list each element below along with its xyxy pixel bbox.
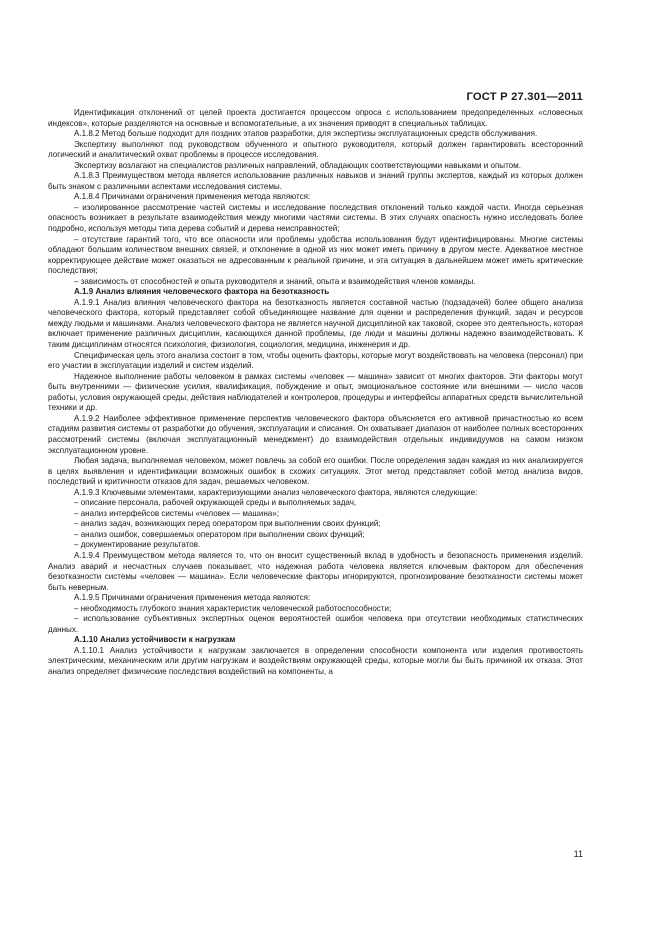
list-item: – анализ интерфейсов системы «человек — машина»;: [74, 508, 279, 518]
list-item: – документирование результатов.: [74, 540, 201, 550]
list-item: – анализ ошибок, совершаемых оператором при выполнении своих функций;: [74, 529, 365, 539]
paragraph: Специфическая цель этого анализа состоит в том, чтобы оценить факторы, которые могут воздействовать на человека (персонал) при его участии в эксплуатации изделий и систем изделий.: [48, 350, 583, 371]
paragraph: А.1.8.3 Преимуществом метода является использование различных навыков и знаний группы экспертов, каждый из которых должен быть знаком с различными аспектами исследования системы.: [48, 171, 583, 191]
paragraph: Экспертизу выполняют под руководством обученного и опытного руководителя, который должен гарантировать всесторонний логический и аналитический охват проблемы в процессе исследования.: [48, 139, 583, 160]
paragraph: А.1.8.2 Метод больше подходит для поздних этапов разработки, для экспертизы эксплуатационных средств обслуживания.: [74, 129, 538, 139]
section-heading: А.1.10 Анализ устойчивости к нагрузкам: [74, 635, 236, 645]
paragraph: А.1.9.3 Ключевыми элементами, характеризующими анализ человеческого фактора, являются следующие:: [74, 487, 478, 497]
paragraph: А.1.9.1 Анализ влияния человеческого фактора на безотказность является составной частью (подзадачей) более общего анализа человеческого фактора, который представляет собой объединяющее название для оценки и распределения функций, задач и ресурсов между людьми и машинами. Анализ человеческого фактора не является научной дисциплиной как таковой, скорее это деятельность, которая включает применение различных дисциплин, касающихся данной проблемы, где люди и машины должны надежно взаимодействовать. К таким дисциплинам относятся психология, физиология, социология, медицина, инженерия и др.: [48, 297, 583, 350]
paragraph: Экспертизу возлагают на специалистов различных направлений, обладающих соответствующими навыками и опытом.: [74, 160, 521, 170]
paragraph: А.1.9.5 Причинами ограничения применения метода являются:: [74, 593, 311, 603]
list-item: – отсутствие гарантий того, что все опасности или проблемы удобства использования будут идентифицированы. Многие системы обладают большим количеством внешних связей, и отклонение в одной из них может иметь причину в другом месте. Адекватное местное корректирующее действие может оказаться не адресованным к реальной причине, и эта ситуация в дальнейшем может иметь критические последствия;: [48, 234, 583, 276]
paragraph: Идентификация отклонений от целей проекта достигается процессом опроса с использованием предопределенных «словесных индексов», которые разделяются на основные и вспомогательные, а их значения приводят в специальных таблицах.: [48, 108, 583, 128]
list-item: – изолированное рассмотрение частей системы и исследование последствия отклонений только каждой части. Иногда серьезная опасность возникает в результате взаимодействия между многими частями системы. В этих случаях опасность нужно исследовать более подробно, используя методы типа дерева событий и дерева неисправностей;: [48, 202, 583, 234]
list-item: – анализ задач, возникающих перед оператором при выполнении своих функций;: [74, 519, 381, 529]
page-number: 11: [573, 849, 583, 859]
list-item: – использование субъективных экспертных оценок вероятностей ошибок человека при отсутствии необходимых статистических данных.: [48, 614, 583, 634]
list-item: – описание персонала, рабочей окружающей среды и выполняемых задач,: [74, 498, 357, 508]
paragraph: А.1.9.4 Преимуществом метода является то, что он вносит существенный вклад в удобность и безопасность применения изделий. Анализ аварий и несчастных случаев показывает, что надежная работа человека является ключевым фактором для обеспечения безотказности системы «человек — машина». Если человеческие факторы игнорируются, прогнозирование безотказности системы может быть неверным.: [48, 550, 583, 592]
paragraph: А.1.10.1 Анализ устойчивости к нагрузкам заключается в определении способности компонента или изделия противостоять электрическим, механическим или другим нагрузкам и воздействиям окружающей среды, которые могли бы быть причиной их отказа. Этот анализ определяет физические последствия воздействий на компоненты, а: [48, 645, 583, 676]
paragraph: Надежное выполнение работы человеком в рамках системы «человек — машина» зависит от многих факторов. Эти факторы могут быть внутренними — физические усилия, квалификация, побуждение и опыт, эмоциональное состояние или внешними — число часов работы, условия окружающей среды, действия наблюдателей и контролеров, процедуры и интерфейсы аппаратных средств вычислительной техники и др.: [48, 371, 583, 413]
section-heading: А.1.9 Анализ влияния человеческого фактора на безотказность: [74, 287, 330, 297]
paragraph: Любая задача, выполняемая человеком, может повлечь за собой его ошибки. После определения задач каждая из них анализируется в целях выявления и идентификации возможных ошибок в схожих ситуациях. Этот метод представляет собой метод анализа видов, последствий и критичности отказов для задач, решаемых человеком.: [48, 456, 583, 487]
list-item: – зависимость от способностей и опыта руководителя и знаний, опыта и взаимодействия членов команды.: [74, 276, 476, 286]
paragraph: А.1.9.2 Наиболее эффективное применение перспектив человеческого фактора объясняется его активной причастностью ко всем стадиям развития системы от разработки до обучения, эксплуатации и списания. Он охватывает диапазон от наиболее полных всесторонних рассмотрений системы (включая эксплуатационный менеджмент) до взаимодействия отдельных индивидуумов на самом низком эксплуатационном уровне.: [48, 413, 583, 455]
paragraph: А.1.8.4 Причинами ограничения применения метода являются:: [74, 192, 311, 202]
document-body: [48, 108, 583, 678]
list-item: – необходимость глубокого знания характеристик человеческой работоспособности;: [74, 603, 392, 613]
standard-header: ГОСТ Р 27.301—2011: [466, 91, 583, 103]
